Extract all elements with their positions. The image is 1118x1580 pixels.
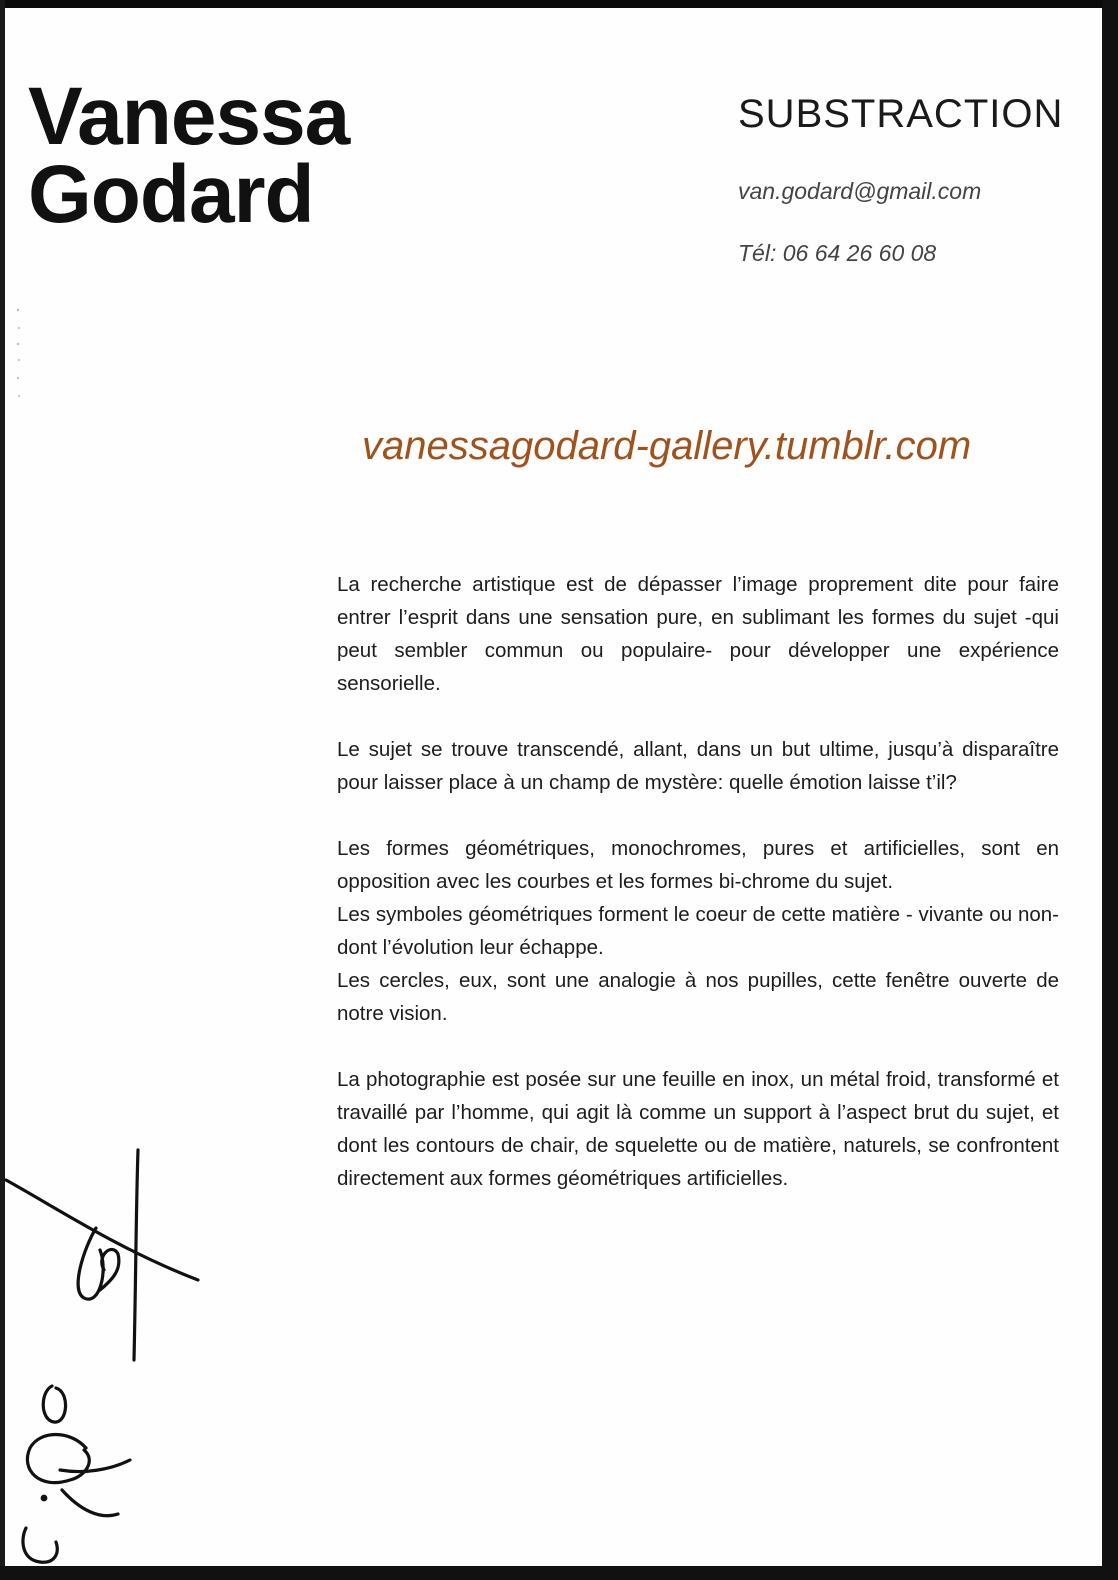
statement-paragraph-3-line-2: Les symboles géométriques forment le coeur de cette matière - vivante ou non- dont l’évolution leur échappe.: [337, 903, 1059, 959]
contact-phone: Tél: 06 64 26 60 08: [738, 240, 937, 266]
scan-edge-top: [0, 0, 1118, 8]
project-title: SUBSTRACTION: [738, 92, 1064, 136]
statement-paragraph-3-line-1: Les formes géométriques, monochromes, pures et artificielles, sont en opposition avec les courbes et les formes bi-chrome du sujet.: [337, 837, 1059, 893]
artist-name: [28, 71, 350, 240]
handwritten-signature: [0, 1130, 210, 1570]
artist-last-name: Godard: [28, 149, 314, 240]
statement-paragraph-2: Le sujet se trouve transcendé, allant, dans un but ultime, jusqu’à disparaître pour laisser place à un champ de mystère: quelle émotion laisse t’il?: [337, 738, 1059, 794]
website-url: vanessagodard-gallery.tumblr.com: [362, 424, 972, 468]
statement-paragraph-1: La recherche artistique est de dépasser l’image proprement dite pour faire entrer l’esprit dans une sensation pure, en sublimant les formes du sujet -qui peut sembler commun ou populaire- pour développer une expérience sensorielle.: [337, 573, 1059, 695]
contact-email: van.godard@gmail.com: [738, 178, 982, 204]
statement-paragraph-4: La photographie est posée sur une feuille en inox, un métal froid, transformé et travaillé par l’homme, qui agit là comme un support à l’aspect brut du sujet, et dont les contours de chair, de squelette ou de matière, naturels, se confrontent directement aux formes géométriques artificielles.: [337, 1068, 1059, 1190]
statement-paragraph-3: [337, 832, 1059, 1030]
scan-edge-right: [1102, 0, 1118, 1580]
artist-statement: [337, 568, 1059, 1228]
statement-paragraph-3-line-3: Les cercles, eux, sont une analogie à nos pupilles, cette fenêtre ouverte de notre vision.: [337, 969, 1059, 1025]
scan-artifact: [10, 300, 30, 420]
artist-first-name: Vanessa: [28, 71, 350, 162]
